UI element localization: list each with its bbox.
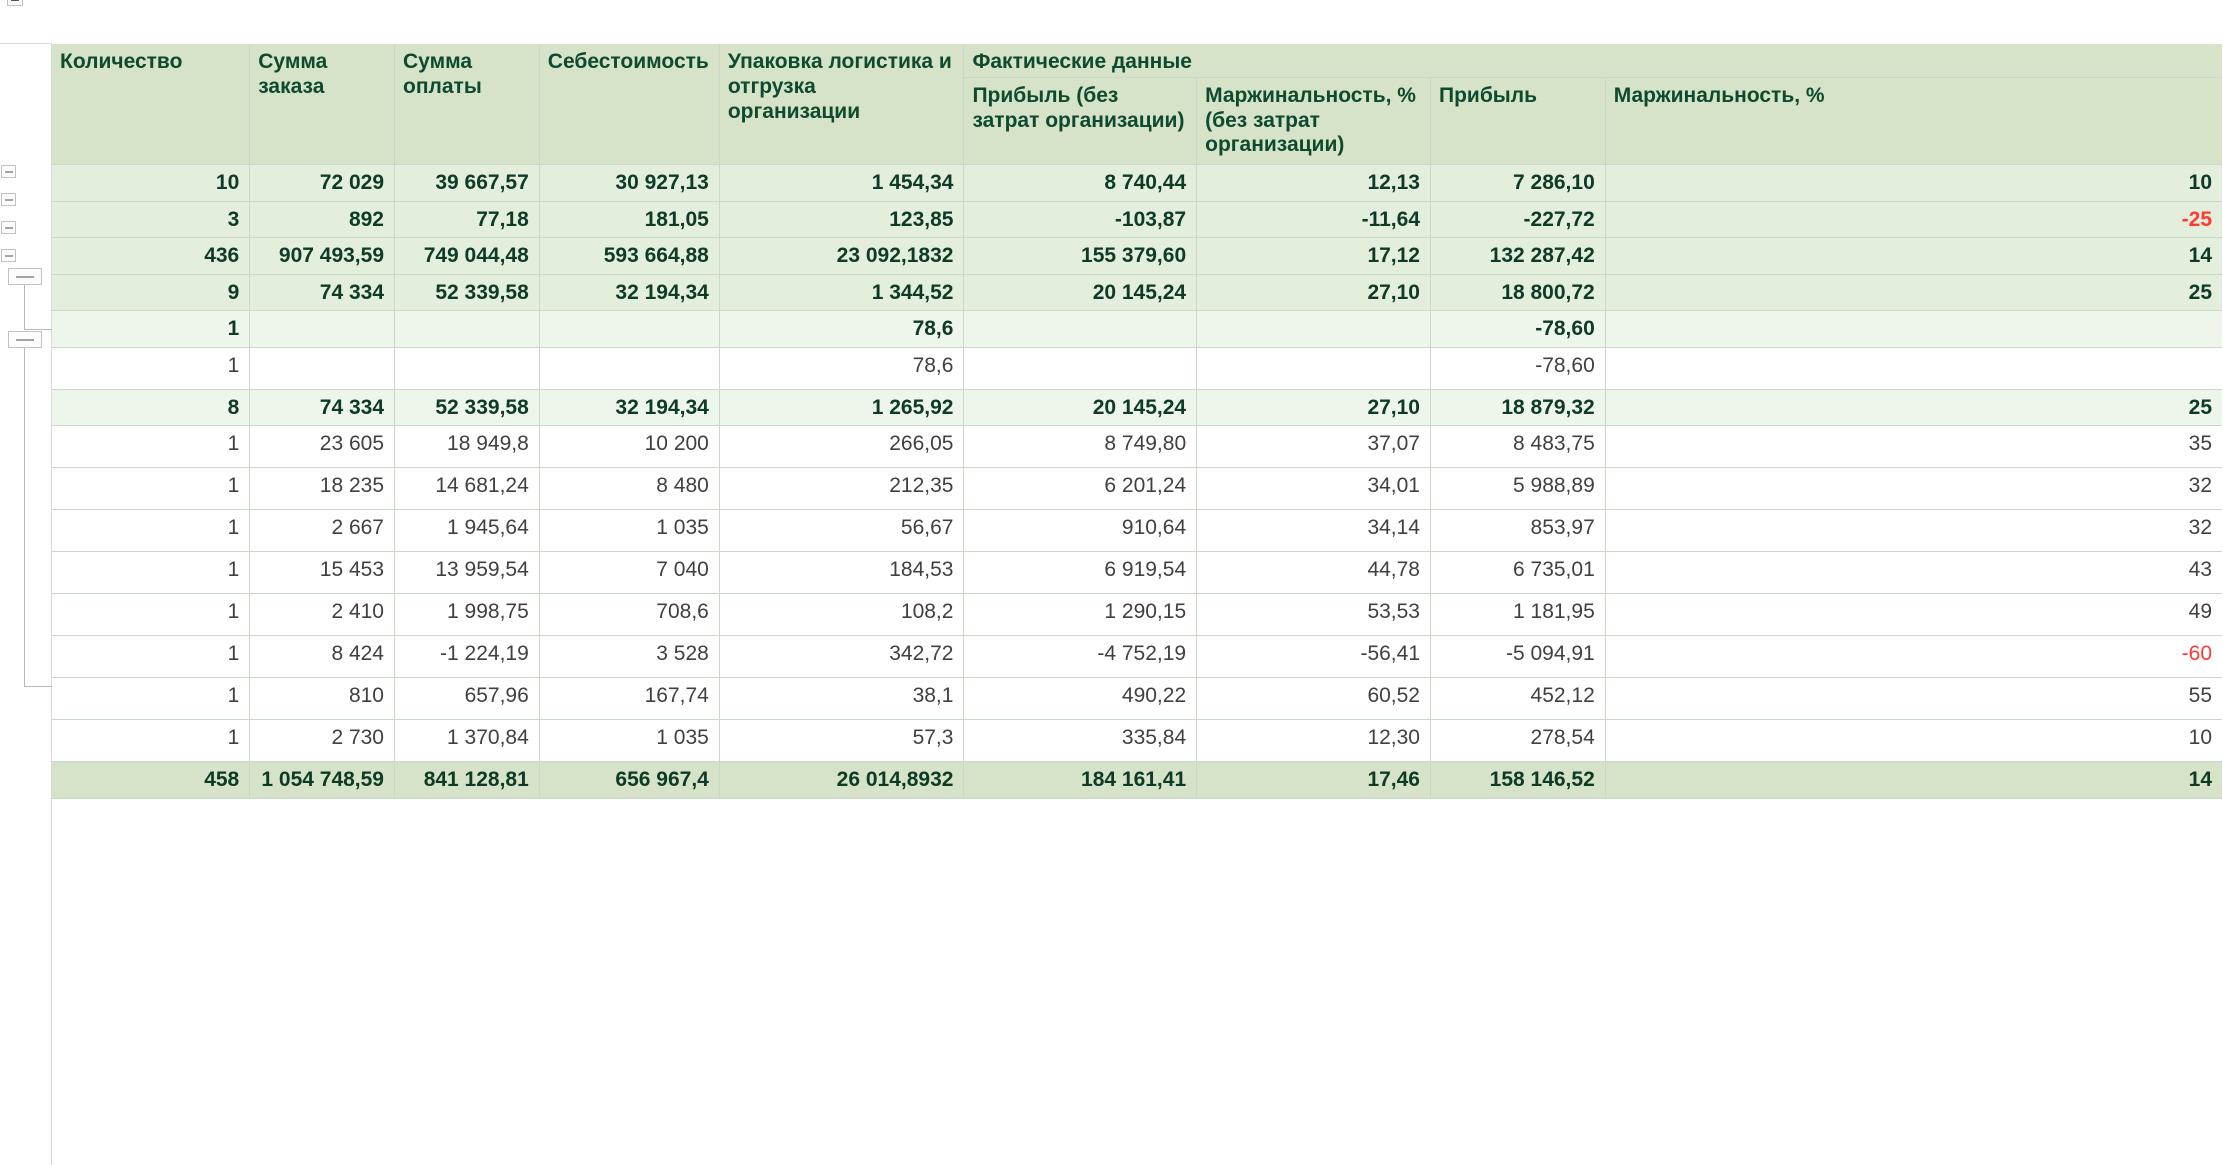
cell-cost[interactable]: 32 194,34 xyxy=(539,389,719,426)
cell-paid_sum[interactable]: 77,18 xyxy=(395,201,540,238)
table-row[interactable] xyxy=(52,678,2223,720)
cell-margin[interactable]: 49 xyxy=(1605,594,2222,636)
cell-cost[interactable] xyxy=(539,311,719,348)
cell-profit_noorg[interactable]: 155 379,60 xyxy=(964,238,1197,275)
cell-margin_noorg[interactable]: 44,78 xyxy=(1197,552,1431,594)
cell-margin_noorg[interactable] xyxy=(1197,347,1431,389)
cell-logistics[interactable]: 266,05 xyxy=(719,426,964,468)
cell-margin[interactable]: 25 xyxy=(1605,274,2222,311)
cell-qty[interactable]: 1 xyxy=(52,636,250,678)
group-collapse-row-2[interactable] xyxy=(1,193,16,206)
cell-order_sum[interactable]: 74 334 xyxy=(250,389,395,426)
cell-logistics[interactable]: 1 454,34 xyxy=(719,165,964,202)
cell-qty[interactable]: 1 xyxy=(52,468,250,510)
cell-logistics[interactable]: 23 092,1832 xyxy=(719,238,964,275)
cell-profit_noorg[interactable] xyxy=(964,311,1197,348)
cell-profit_noorg[interactable]: 1 290,15 xyxy=(964,594,1197,636)
cell-margin[interactable]: 14 xyxy=(1605,762,2222,799)
cell-margin_noorg[interactable]: 60,52 xyxy=(1197,678,1431,720)
outline-level-button-icon[interactable] xyxy=(7,0,23,6)
table-row[interactable] xyxy=(52,347,2223,389)
col-header-margin-no-org[interactable]: Маржинальность, % (без затрат организации) xyxy=(1197,77,1431,164)
table-row[interactable] xyxy=(52,311,2223,348)
cell-margin[interactable]: 32 xyxy=(1605,510,2222,552)
cell-qty[interactable]: 3 xyxy=(52,201,250,238)
cell-order_sum[interactable] xyxy=(250,347,395,389)
cell-margin[interactable]: 43 xyxy=(1605,552,2222,594)
cell-margin[interactable]: -60 xyxy=(1605,636,2222,678)
cell-profit_noorg[interactable]: -4 752,19 xyxy=(964,636,1197,678)
cell-logistics[interactable]: 26 014,8932 xyxy=(719,762,964,799)
cell-qty[interactable]: 1 xyxy=(52,510,250,552)
table-header xyxy=(52,44,2223,165)
cell-profit_noorg[interactable]: 335,84 xyxy=(964,720,1197,762)
cell-margin[interactable] xyxy=(1605,311,2222,348)
cell-margin[interactable]: 14 xyxy=(1605,238,2222,275)
cell-profit_noorg[interactable]: 490,22 xyxy=(964,678,1197,720)
cell-margin_noorg[interactable]: 12,13 xyxy=(1197,165,1431,202)
cell-paid_sum[interactable]: 52 339,58 xyxy=(395,389,540,426)
cell-cost[interactable]: 708,6 xyxy=(539,594,719,636)
cell-paid_sum[interactable]: 1 370,84 xyxy=(395,720,540,762)
group-bracket-line-1 xyxy=(24,285,25,329)
table-row[interactable] xyxy=(52,201,2223,238)
table-row[interactable] xyxy=(52,720,2223,762)
cell-order_sum[interactable] xyxy=(250,311,395,348)
cell-paid_sum[interactable]: 13 959,54 xyxy=(395,552,540,594)
cell-profit_noorg[interactable]: -103,87 xyxy=(964,201,1197,238)
cell-order_sum[interactable]: 1 054 748,59 xyxy=(250,762,395,799)
table-row[interactable] xyxy=(52,636,2223,678)
table-row[interactable] xyxy=(52,389,2223,426)
cell-qty[interactable]: 10 xyxy=(52,165,250,202)
table-row[interactable] xyxy=(52,552,2223,594)
cell-paid_sum[interactable]: 39 667,57 xyxy=(395,165,540,202)
table-row[interactable] xyxy=(52,165,2223,202)
cell-qty[interactable]: 1 xyxy=(52,311,250,348)
col-header-paid-sum[interactable]: Сумма оплаты xyxy=(395,44,540,165)
cell-order_sum[interactable]: 2 667 xyxy=(250,510,395,552)
group-bracket-foot-1 xyxy=(24,329,52,330)
cell-paid_sum[interactable]: 52 339,58 xyxy=(395,274,540,311)
cell-logistics[interactable]: 342,72 xyxy=(719,636,964,678)
cell-qty[interactable]: 8 xyxy=(52,389,250,426)
group-collapse-row-1[interactable] xyxy=(1,165,16,178)
cell-profit[interactable]: 452,12 xyxy=(1431,678,1606,720)
cell-order_sum[interactable]: 907 493,59 xyxy=(250,238,395,275)
cell-logistics[interactable]: 184,53 xyxy=(719,552,964,594)
cell-paid_sum[interactable]: 657,96 xyxy=(395,678,540,720)
cell-logistics[interactable]: 108,2 xyxy=(719,594,964,636)
cell-qty[interactable]: 436 xyxy=(52,238,250,275)
outline-level-selector[interactable] xyxy=(0,0,52,44)
cell-paid_sum[interactable]: 749 044,48 xyxy=(395,238,540,275)
cell-order_sum[interactable]: 810 xyxy=(250,678,395,720)
cell-logistics[interactable]: 38,1 xyxy=(719,678,964,720)
cell-margin_noorg[interactable] xyxy=(1197,311,1431,348)
table-row[interactable] xyxy=(52,468,2223,510)
group-collapse-row-3[interactable] xyxy=(1,221,16,234)
cell-margin_noorg[interactable]: 37,07 xyxy=(1197,426,1431,468)
cell-margin[interactable]: -25 xyxy=(1605,201,2222,238)
cell-margin[interactable] xyxy=(1605,347,2222,389)
cell-margin_noorg[interactable]: 17,12 xyxy=(1197,238,1431,275)
cell-logistics[interactable]: 78,6 xyxy=(719,347,964,389)
sheet-bottom-blank-area xyxy=(52,1022,2223,1165)
cell-cost[interactable]: 32 194,34 xyxy=(539,274,719,311)
cell-margin[interactable]: 10 xyxy=(1605,165,2222,202)
outline-gutter[interactable] xyxy=(0,0,52,1165)
cell-paid_sum[interactable] xyxy=(395,347,540,389)
cell-logistics[interactable]: 1 265,92 xyxy=(719,389,964,426)
cell-profit[interactable]: -227,72 xyxy=(1431,201,1606,238)
pivot-table[interactable] xyxy=(52,44,2223,799)
cell-paid_sum[interactable] xyxy=(395,311,540,348)
group-collapse-row-4[interactable] xyxy=(1,249,16,262)
cell-paid_sum[interactable]: 1 998,75 xyxy=(395,594,540,636)
col-header-margin[interactable]: Маржинальность, % xyxy=(1605,77,2222,164)
cell-cost[interactable]: 1 035 xyxy=(539,510,719,552)
col-header-profit[interactable]: Прибыль xyxy=(1431,77,1606,164)
cell-margin_noorg[interactable]: 34,01 xyxy=(1197,468,1431,510)
cell-order_sum[interactable]: 8 424 xyxy=(250,636,395,678)
cell-profit_noorg[interactable] xyxy=(964,347,1197,389)
cell-paid_sum[interactable]: -1 224,19 xyxy=(395,636,540,678)
col-header-qty[interactable]: Количество xyxy=(52,44,250,165)
cell-paid_sum[interactable]: 1 945,64 xyxy=(395,510,540,552)
cell-qty[interactable]: 9 xyxy=(52,274,250,311)
col-header-profit-no-org[interactable]: Прибыль (без затрат организации) xyxy=(964,77,1197,164)
cell-profit[interactable]: -5 094,91 xyxy=(1431,636,1606,678)
cell-cost[interactable]: 593 664,88 xyxy=(539,238,719,275)
cell-cost[interactable]: 1 035 xyxy=(539,720,719,762)
cell-cost[interactable]: 10 200 xyxy=(539,426,719,468)
cell-margin_noorg[interactable]: -56,41 xyxy=(1197,636,1431,678)
cell-paid_sum[interactable]: 18 949,8 xyxy=(395,426,540,468)
table-row[interactable] xyxy=(52,274,2223,311)
cell-order_sum[interactable]: 72 029 xyxy=(250,165,395,202)
cell-profit[interactable]: 7 286,10 xyxy=(1431,165,1606,202)
cell-paid_sum[interactable]: 841 128,81 xyxy=(395,762,540,799)
group-collapse-row-5[interactable] xyxy=(8,268,42,285)
cell-margin_noorg[interactable]: 53,53 xyxy=(1197,594,1431,636)
cell-profit[interactable]: 8 483,75 xyxy=(1431,426,1606,468)
cell-margin[interactable]: 32 xyxy=(1605,468,2222,510)
col-header-logistics[interactable]: Упаковка логистика и отгрузка организации xyxy=(719,44,964,165)
col-header-order-sum[interactable]: Сумма заказа xyxy=(250,44,395,165)
cell-margin_noorg[interactable]: 27,10 xyxy=(1197,389,1431,426)
cell-cost[interactable]: 30 927,13 xyxy=(539,165,719,202)
group-bracket-foot-2 xyxy=(24,686,52,687)
cell-profit_noorg[interactable]: 6 201,24 xyxy=(964,468,1197,510)
cell-profit_noorg[interactable]: 20 145,24 xyxy=(964,274,1197,311)
cell-profit_noorg[interactable]: 184 161,41 xyxy=(964,762,1197,799)
cell-qty[interactable]: 1 xyxy=(52,720,250,762)
cell-margin_noorg[interactable]: 17,46 xyxy=(1197,762,1431,799)
cell-cost[interactable]: 181,05 xyxy=(539,201,719,238)
cell-margin_noorg[interactable]: 27,10 xyxy=(1197,274,1431,311)
cell-qty[interactable]: 1 xyxy=(52,347,250,389)
cell-order_sum[interactable]: 23 605 xyxy=(250,426,395,468)
cell-qty[interactable]: 1 xyxy=(52,678,250,720)
cell-profit[interactable]: 5 988,89 xyxy=(1431,468,1606,510)
cell-cost[interactable]: 656 967,4 xyxy=(539,762,719,799)
cell-order_sum[interactable]: 892 xyxy=(250,201,395,238)
cell-qty[interactable]: 1 xyxy=(52,426,250,468)
cell-profit_noorg[interactable]: 8 740,44 xyxy=(964,165,1197,202)
group-collapse-row-7[interactable] xyxy=(8,331,42,348)
cell-logistics[interactable]: 56,67 xyxy=(719,510,964,552)
cell-margin[interactable]: 25 xyxy=(1605,389,2222,426)
col-group-header-actual-data[interactable]: Фактические данные xyxy=(964,44,2223,77)
table-row[interactable] xyxy=(52,238,2223,275)
cell-margin_noorg[interactable]: 34,14 xyxy=(1197,510,1431,552)
cell-margin[interactable]: 35 xyxy=(1605,426,2222,468)
col-header-cost[interactable]: Себестоимость xyxy=(539,44,719,165)
cell-qty[interactable]: 1 xyxy=(52,552,250,594)
cell-profit[interactable]: 18 879,32 xyxy=(1431,389,1606,426)
sheet-top-blank-area xyxy=(52,0,2223,44)
cell-cost[interactable] xyxy=(539,347,719,389)
cell-order_sum[interactable]: 2 410 xyxy=(250,594,395,636)
cell-profit_noorg[interactable]: 6 919,54 xyxy=(964,552,1197,594)
cell-cost[interactable]: 8 480 xyxy=(539,468,719,510)
cell-profit[interactable]: 18 800,72 xyxy=(1431,274,1606,311)
cell-order_sum[interactable]: 74 334 xyxy=(250,274,395,311)
cell-margin_noorg[interactable]: 12,30 xyxy=(1197,720,1431,762)
cell-logistics[interactable]: 78,6 xyxy=(719,311,964,348)
cell-cost[interactable]: 167,74 xyxy=(539,678,719,720)
cell-order_sum[interactable]: 18 235 xyxy=(250,468,395,510)
cell-order_sum[interactable]: 2 730 xyxy=(250,720,395,762)
cell-logistics[interactable]: 57,3 xyxy=(719,720,964,762)
cell-profit_noorg[interactable]: 20 145,24 xyxy=(964,389,1197,426)
cell-profit_noorg[interactable]: 910,64 xyxy=(964,510,1197,552)
table-total-row[interactable] xyxy=(52,762,2223,799)
group-bracket-line-2 xyxy=(24,348,25,686)
cell-profit[interactable]: 6 735,01 xyxy=(1431,552,1606,594)
cell-profit_noorg[interactable]: 8 749,80 xyxy=(964,426,1197,468)
cell-margin[interactable]: 55 xyxy=(1605,678,2222,720)
cell-profit[interactable]: -78,60 xyxy=(1431,347,1606,389)
header-row-top xyxy=(52,44,2223,77)
cell-profit[interactable]: 158 146,52 xyxy=(1431,762,1606,799)
cell-profit[interactable]: 278,54 xyxy=(1431,720,1606,762)
cell-order_sum[interactable]: 15 453 xyxy=(250,552,395,594)
cell-cost[interactable]: 3 528 xyxy=(539,636,719,678)
cell-margin_noorg[interactable]: -11,64 xyxy=(1197,201,1431,238)
cell-profit[interactable]: 853,97 xyxy=(1431,510,1606,552)
cell-cost[interactable]: 7 040 xyxy=(539,552,719,594)
cell-qty[interactable]: 458 xyxy=(52,762,250,799)
table-row[interactable] xyxy=(52,594,2223,636)
cell-logistics[interactable]: 212,35 xyxy=(719,468,964,510)
cell-profit[interactable]: 1 181,95 xyxy=(1431,594,1606,636)
cell-qty[interactable]: 1 xyxy=(52,594,250,636)
cell-logistics[interactable]: 123,85 xyxy=(719,201,964,238)
cell-profit[interactable]: 132 287,42 xyxy=(1431,238,1606,275)
table-row[interactable] xyxy=(52,510,2223,552)
table-row[interactable] xyxy=(52,426,2223,468)
cell-paid_sum[interactable]: 14 681,24 xyxy=(395,468,540,510)
cell-margin[interactable]: 10 xyxy=(1605,720,2222,762)
cell-profit[interactable]: -78,60 xyxy=(1431,311,1606,348)
table-body xyxy=(52,165,2223,799)
cell-logistics[interactable]: 1 344,52 xyxy=(719,274,964,311)
